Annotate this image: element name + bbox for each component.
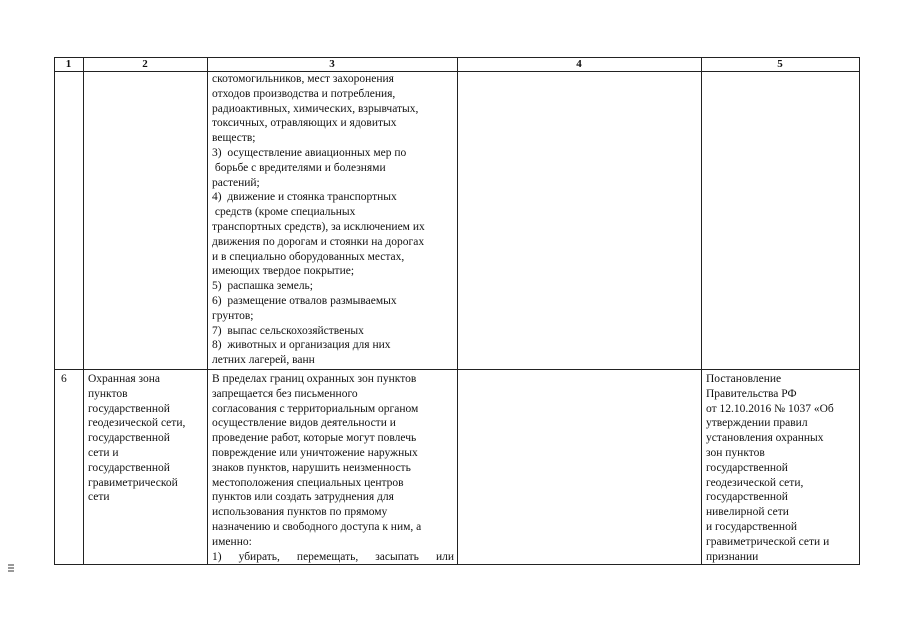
column-divider-3 bbox=[457, 57, 458, 565]
text-line: пунктов или создать затруднения для bbox=[212, 491, 394, 504]
text-line: назначению и свободного доступа к ним, а bbox=[212, 520, 422, 533]
text-line: государственной bbox=[88, 432, 170, 445]
text-line: государственной bbox=[88, 402, 170, 415]
text-line: 6) размещение отвалов размываемых bbox=[212, 294, 397, 307]
text-line: веществ; bbox=[212, 132, 256, 145]
column-header-3: 3 bbox=[329, 58, 335, 70]
text-line: грунтов; bbox=[212, 309, 254, 322]
text-line: геодезической сети, bbox=[88, 417, 186, 430]
column-divider-4 bbox=[701, 57, 702, 565]
text-line: движения по дорогам и стоянки на дорогах bbox=[212, 235, 425, 248]
row6-legal-basis bbox=[706, 372, 857, 564]
text-line: сети bbox=[88, 491, 110, 504]
text-line: 5) распашка земель; bbox=[212, 280, 314, 293]
text-line: государственной bbox=[706, 461, 788, 474]
text-line: пунктов bbox=[88, 387, 128, 400]
text-line: государственной bbox=[706, 491, 788, 504]
text-line: знаков пунктов, нарушить неизменность bbox=[212, 461, 411, 474]
text-line: средств (кроме специальных bbox=[212, 206, 356, 219]
column-divider-2 bbox=[207, 57, 208, 565]
text-line: использования пунктов по прямому bbox=[212, 506, 388, 519]
table-right-border bbox=[859, 57, 860, 565]
text-line: растений; bbox=[212, 176, 260, 189]
text-line: установления охранных bbox=[706, 432, 824, 445]
text-line: летних лагерей, ванн bbox=[212, 354, 315, 367]
text-line: и в специально оборудованных местах, bbox=[212, 250, 405, 263]
text-line: 1) убирать, перемещать, засыпать или bbox=[212, 550, 454, 563]
text-line: 3) осуществление авиационных мер по bbox=[212, 146, 407, 159]
column-header-2: 2 bbox=[142, 58, 148, 70]
text-line: Охранная зона bbox=[88, 373, 160, 385]
text-line: 7) выпас сельскохозяйственых bbox=[212, 324, 364, 337]
text-line: именно: bbox=[212, 535, 252, 548]
text-line: запрещается без письменного bbox=[212, 387, 358, 400]
text-line: Правительства РФ bbox=[706, 387, 797, 400]
text-line: транспортных средств), за исключением их bbox=[212, 220, 425, 233]
text-line: местоположения специальных центров bbox=[212, 476, 404, 489]
text-line: В пределах границ охранных зон пунктов bbox=[212, 373, 417, 385]
text-line: 8) животных и организация для них bbox=[212, 339, 391, 352]
text-line: признании bbox=[706, 550, 759, 563]
column-header-4: 4 bbox=[576, 58, 582, 70]
text-line: зон пунктов bbox=[706, 446, 765, 459]
text-line: геодезической сети, bbox=[706, 476, 804, 489]
row6-restrictions bbox=[212, 372, 454, 564]
text-line: сети и bbox=[88, 446, 119, 459]
table-left-border bbox=[54, 57, 55, 565]
text-line: государственной bbox=[88, 461, 170, 474]
text-line: 4) движение и стоянка транспортных bbox=[212, 191, 397, 204]
margin-tick-icon bbox=[8, 563, 14, 573]
text-line: согласования с территориальным органом bbox=[212, 402, 419, 415]
text-line: от 12.10.2016 № 1037 «Об bbox=[706, 402, 834, 415]
text-line: борьбе с вредителями и болезнями bbox=[212, 161, 386, 174]
text-line: Постановление bbox=[706, 373, 782, 385]
column-header-1: 1 bbox=[65, 58, 72, 70]
text-line: скотомогильников, мест захоронения bbox=[212, 73, 394, 85]
row6-zone-name bbox=[88, 372, 205, 505]
text-line: токсичных, отравляющих и ядовитых bbox=[212, 117, 397, 130]
continuation-row-col3 bbox=[212, 72, 454, 368]
text-line: радиоактивных, химических, взрывчатых, bbox=[212, 102, 419, 115]
text-line: имеющих твердое покрытие; bbox=[212, 265, 355, 278]
scan-margin-mark bbox=[8, 563, 14, 575]
column-header-5: 5 bbox=[777, 58, 783, 70]
text-line: осуществление видов деятельности и bbox=[212, 417, 396, 430]
row6-number: 6 bbox=[61, 373, 67, 385]
text-line: отходов производства и потребления, bbox=[212, 87, 396, 100]
text-line: проведение работ, которые могут повлечь bbox=[212, 432, 417, 445]
text-line: гравиметрической сети и bbox=[706, 535, 830, 548]
text-line: нивелирной сети bbox=[706, 506, 789, 519]
text-line: и государственной bbox=[706, 520, 797, 533]
text-line: гравиметрической bbox=[88, 476, 178, 489]
text-line: утверждении правил bbox=[706, 417, 808, 430]
column-divider-1 bbox=[83, 57, 84, 565]
text-line: повреждение или уничтожение наружных bbox=[212, 446, 418, 459]
